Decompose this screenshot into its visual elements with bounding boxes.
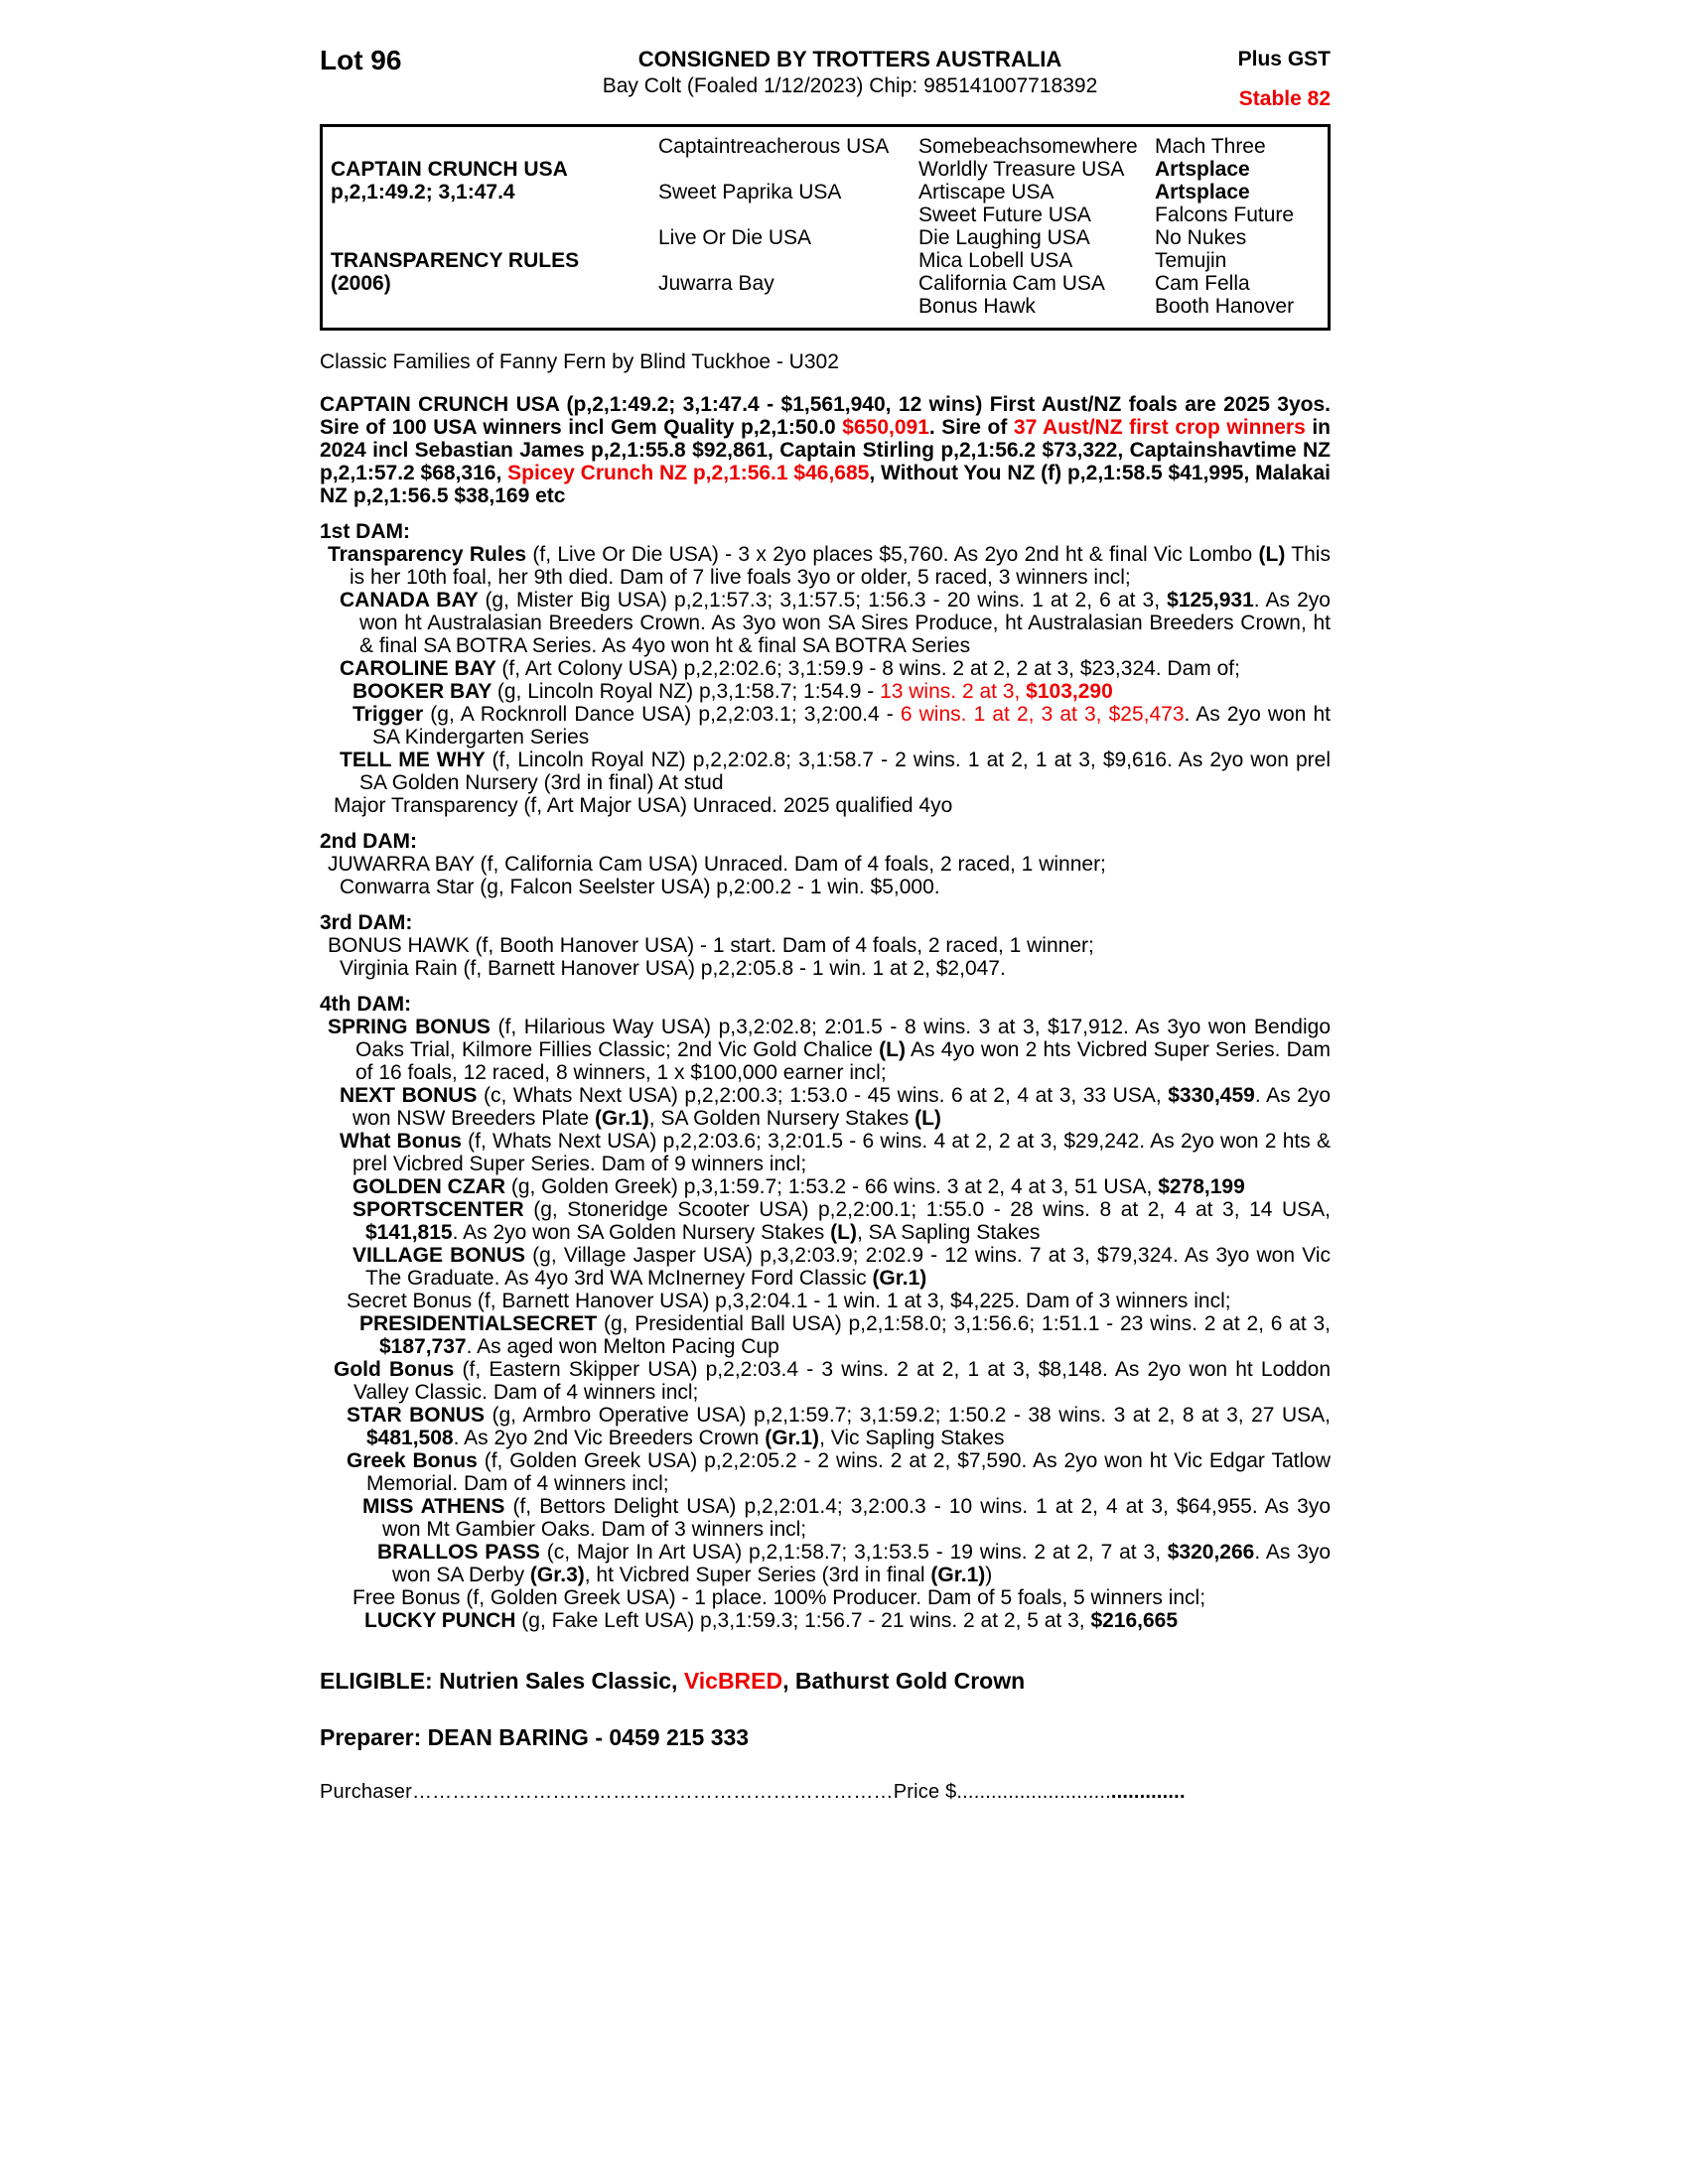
- pedigree-entry: PRESIDENTIALSECRET (g, Presidential Ball USA) p,2,1:58.0; 3,1:56.6; 1:51.1 - 23 wins. 2 at 2, 6 at 3, $187,737. As aged won Melton Pacing Cup: [359, 1312, 1331, 1358]
- pedigree-entry: Greek Bonus (f, Golden Greek USA) p,2,2:05.2 - 2 wins. 2 at 2, $7,590. As 2yo won ht Vic Edgar Tatlow Memorial. Dam of 4 winners incl;: [347, 1449, 1331, 1495]
- pedigree-cell: No Nukes: [1155, 226, 1247, 249]
- pedigree-cell: Bonus Hawk: [918, 295, 1036, 318]
- consignor-line: CONSIGNED BY TROTTERS AUSTRALIA: [637, 47, 1062, 71]
- header-right: [1167, 46, 1331, 110]
- pedigree-entry: Transparency Rules (f, Live Or Die USA) - 3 x 2yo places $5,760. As 2yo 2nd ht & final Vic Lombo (L) This is her 10th foal, her 9th died. Dam of 7 live foals 3yo or older, 5 raced, 3 winners incl;: [328, 543, 1331, 589]
- dam-heading: 2nd DAM:: [320, 830, 417, 853]
- pedigree-cell: Booth Hanover: [1155, 295, 1295, 318]
- pedigree-cell: Mica Lobell USA: [918, 249, 1073, 272]
- pedigree-cell: Cam Fella: [1155, 272, 1250, 295]
- pedigree-cell: [331, 204, 658, 226]
- pedigree-cell: Falcons Future: [1155, 204, 1295, 226]
- header-center: [533, 46, 1167, 99]
- pedigree-entry: MISS ATHENS (f, Bettors Delight USA) p,2,2:01.4; 3,2:00.3 - 10 wins. 1 at 2, 4 at 3, $64,955. As 3yo won Mt Gambier Oaks. Dam of 3 winners incl;: [362, 1495, 1332, 1541]
- pedigree-entry: SPORTSCENTER (g, Stoneridge Scooter USA) p,2,2:00.1; 1:55.0 - 28 wins. 8 at 2, 4 at 3, 14 USA, $141,815. As 2yo won SA Golden Nursery Stakes (L), SA Sapling Stakes: [352, 1198, 1332, 1244]
- pedigree-cell: Mach Three: [1155, 135, 1266, 158]
- pedigree-row: [331, 226, 1322, 249]
- family-line: Classic Families of Fanny Fern by Blind Tuckhoe - U302: [320, 350, 839, 373]
- dam-heading: 4th DAM:: [320, 993, 412, 1016]
- pedigree-row: [331, 158, 1322, 181]
- dam-heading: 3rd DAM:: [320, 911, 413, 934]
- pedigree-cell: Artsplace: [1155, 158, 1250, 181]
- pedigree-entry: TELL ME WHY (f, Lincoln Royal NZ) p,2,2:02.8; 3,1:58.7 - 2 wins. 1 at 2, 1 at 3, $9,616. As 2yo won prel SA Golden Nursery (3rd in final) At stud: [340, 749, 1331, 794]
- pedigree-cell: [331, 295, 658, 318]
- pedigree-cell: Sweet Paprika USA: [658, 181, 842, 204]
- pedigree-cell: [331, 135, 658, 158]
- pedigree-cell: Sweet Future USA: [918, 204, 1091, 226]
- pedigree-entry: BRALLOS PASS (c, Major In Art USA) p,2,1:58.7; 3,1:53.5 - 19 wins. 2 at 2, 7 at 3, $320,266. As 3yo won SA Derby (Gr.3), ht Vicbred Super Series (3rd in final (Gr.1)): [377, 1541, 1331, 1586]
- dam-heading: 1st DAM:: [320, 520, 411, 543]
- pedigree-cell: [658, 158, 918, 181]
- preparer-line: Preparer: DEAN BARING - 0459 215 333: [320, 1724, 750, 1750]
- pedigree-entry: Secret Bonus (f, Barnett Hanover USA) p,3,2:04.1 - 1 win. 1 at 3, $4,225. Dam of 3 winners incl;: [347, 1290, 1231, 1312]
- foal-details: Bay Colt (Foaled 1/12/2023) Chip: 985141007718392: [602, 74, 1098, 97]
- pedigree-entry: VILLAGE BONUS (g, Village Jasper USA) p,3,2:03.9; 2:02.9 - 12 wins. 7 at 3, $79,324. As 3yo won Vic The Graduate. As 4yo 3rd WA McInerney Ford Classic (Gr.1): [352, 1244, 1331, 1290]
- pedigree-row: [331, 295, 1322, 318]
- pedigree-cell: Artiscape USA: [918, 181, 1055, 204]
- pedigree-entry: BONUS HAWK (f, Booth Hanover USA) - 1 start. Dam of 4 foals, 2 raced, 1 winner;: [328, 934, 1094, 957]
- pedigree-cell: CAPTAIN CRUNCH USA: [331, 158, 568, 181]
- pedigree-entry: Trigger (g, A Rocknroll Dance USA) p,2,2:03.1; 3,2:00.4 - 6 wins. 1 at 2, 3 at 3, $25,473. As 2yo won ht SA Kindergarten Series: [352, 703, 1331, 749]
- pedigree-table: [320, 124, 1331, 331]
- pedigree-entry: STAR BONUS (g, Armbro Operative USA) p,2,1:59.7; 3,1:59.2; 1:50.2 - 38 wins. 3 at 2, 8 at 3, 27 USA, $481,508. As 2yo 2nd Vic Breeders Crown (Gr.1), Vic Sapling Stakes: [347, 1404, 1331, 1449]
- purchaser-price-line: Purchaser………………………………………………………………Price $........................................: [320, 1781, 1186, 1803]
- pedigree-cell: Captaintreacherous USA: [658, 135, 890, 158]
- pedigree-cell: Somebeachsomewhere: [918, 135, 1138, 158]
- pedigree-entry: Gold Bonus (f, Eastern Skipper USA) p,2,2:03.4 - 3 wins. 2 at 2, 1 at 3, $8,148. As 2yo won ht Loddon Valley Classic. Dam of 4 winners incl;: [334, 1358, 1331, 1404]
- pedigree-cell: p,2,1:49.2; 3,1:47.4: [331, 181, 515, 204]
- pedigree-entry: What Bonus (f, Whats Next USA) p,2,2:03.6; 3,2:01.5 - 6 wins. 4 at 2, 2 at 3, $29,242. As 2yo won 2 hts & prel Vicbred Super Series. Dam of 9 winners incl;: [340, 1130, 1331, 1175]
- pedigree-entry: Free Bonus (f, Golden Greek USA) - 1 place. 100% Producer. Dam of 5 foals, 5 winners incl;: [352, 1586, 1206, 1609]
- pedigree-row: [331, 181, 1322, 204]
- pedigree-cell: (2006): [331, 272, 391, 295]
- sire-summary-paragraph: CAPTAIN CRUNCH USA (p,2,1:49.2; 3,1:47.4 - $1,561,940, 12 wins) First Aust/NZ foals are 2025 3yos. Sire of 100 USA winners incl Gem Quality p,2,1:50.0 $650,091. Sire of 37 Aust/NZ first crop winners in 2024 incl Sebastian James p,2,1:55.8 $92,861, Captain Stirling p,2,1:56.2 $73,322, Captainshavtime NZ p,2,1:57.2 $68,316, Spicey Crunch NZ p,2,1:56.1 $46,685, Without You NZ (f) p,2,1:58.5 $41,995, Malakai NZ p,2,1:56.5 $38,169 etc: [320, 393, 1332, 507]
- pedigree-cell: Artsplace: [1155, 181, 1250, 204]
- lot-number: Lot 96: [320, 45, 402, 75]
- pedigree-entry: CAROLINE BAY (f, Art Colony USA) p,2,2:02.6; 3,1:59.9 - 8 wins. 2 at 2, 2 at 3, $23,324. Dam of;: [340, 657, 1240, 680]
- pedigree-cell: Temujin: [1155, 249, 1227, 272]
- pedigree-entry: JUWARRA BAY (f, California Cam USA) Unraced. Dam of 4 foals, 2 raced, 1 winner;: [328, 853, 1106, 876]
- pedigree-entry: SPRING BONUS (f, Hilarious Way USA) p,3,2:02.8; 2:01.5 - 8 wins. 3 at 3, $17,912. As 3yo won Bendigo Oaks Trial, Kilmore Fillies Classic; 2nd Vic Gold Chalice (L) As 4yo won 2 hts Vicbred Super Series. Dam of 16 foals, 12 raced, 8 winners, 1 x $100,000 earner incl;: [328, 1016, 1332, 1084]
- dam-sections: [320, 520, 1331, 1632]
- page-header: [320, 46, 1331, 110]
- pedigree-cell: [658, 204, 918, 226]
- pedigree-entry: CANADA BAY (g, Mister Big USA) p,2,1:57.3; 3,1:57.5; 1:56.3 - 20 wins. 1 at 2, 6 at 3, $125,931. As 2yo won ht Australasian Breeders Crown. As 3yo won SA Sires Produce, ht Australasian Breeders Crown, ht & final SA BOTRA Series. As 4yo won ht & final SA BOTRA Series: [340, 589, 1331, 657]
- pedigree-cell: Live Or Die USA: [658, 226, 812, 249]
- pedigree-row: [331, 272, 1322, 295]
- gst-note: Plus GST: [1237, 48, 1331, 70]
- pedigree-row: [331, 249, 1322, 272]
- pedigree-cell: Worldly Treasure USA: [918, 158, 1125, 181]
- pedigree-row: [331, 204, 1322, 226]
- pedigree-entry: LUCKY PUNCH (g, Fake Left USA) p,3,1:59.3; 1:56.7 - 21 wins. 2 at 2, 5 at 3, $216,665: [364, 1609, 1179, 1632]
- pedigree-entry: Conwarra Star (g, Falcon Seelster USA) p,2:00.2 - 1 win. $5,000.: [340, 876, 940, 898]
- pedigree-cell: Juwarra Bay: [658, 272, 774, 295]
- pedigree-cell: California Cam USA: [918, 272, 1105, 295]
- stable-number: Stable 82: [1238, 87, 1331, 110]
- pedigree-cell: Die Laughing USA: [918, 226, 1090, 249]
- pedigree-entry: Major Transparency (f, Art Major USA) Unraced. 2025 qualified 4yo: [334, 794, 953, 817]
- pedigree-entry: GOLDEN CZAR (g, Golden Greek) p,3,1:59.7; 1:53.2 - 66 wins. 3 at 2, 4 at 3, 51 USA, $278,199: [352, 1175, 1245, 1198]
- pedigree-cell: [658, 249, 918, 272]
- pedigree-cell: [331, 226, 658, 249]
- eligibility-line: ELIGIBLE: Nutrien Sales Classic, VicBRED, Bathurst Gold Crown: [320, 1668, 1026, 1694]
- pedigree-row: [331, 135, 1322, 158]
- pedigree-cell: TRANSPARENCY RULES: [331, 249, 580, 272]
- pedigree-entry: NEXT BONUS (c, Whats Next USA) p,2,2:00.3; 1:53.0 - 45 wins. 6 at 2, 4 at 3, 33 USA, $330,459. As 2yo won NSW Breeders Plate (Gr.1), SA Golden Nursery Stakes (L): [340, 1084, 1331, 1130]
- pedigree-entry: BOOKER BAY (g, Lincoln Royal NZ) p,3,1:58.7; 1:54.9 - 13 wins. 2 at 3, $103,290: [352, 680, 1113, 703]
- pedigree-entry: Virginia Rain (f, Barnett Hanover USA) p,2,2:05.8 - 1 win. 1 at 2, $2,047.: [340, 957, 1006, 980]
- pedigree-cell: [658, 295, 918, 318]
